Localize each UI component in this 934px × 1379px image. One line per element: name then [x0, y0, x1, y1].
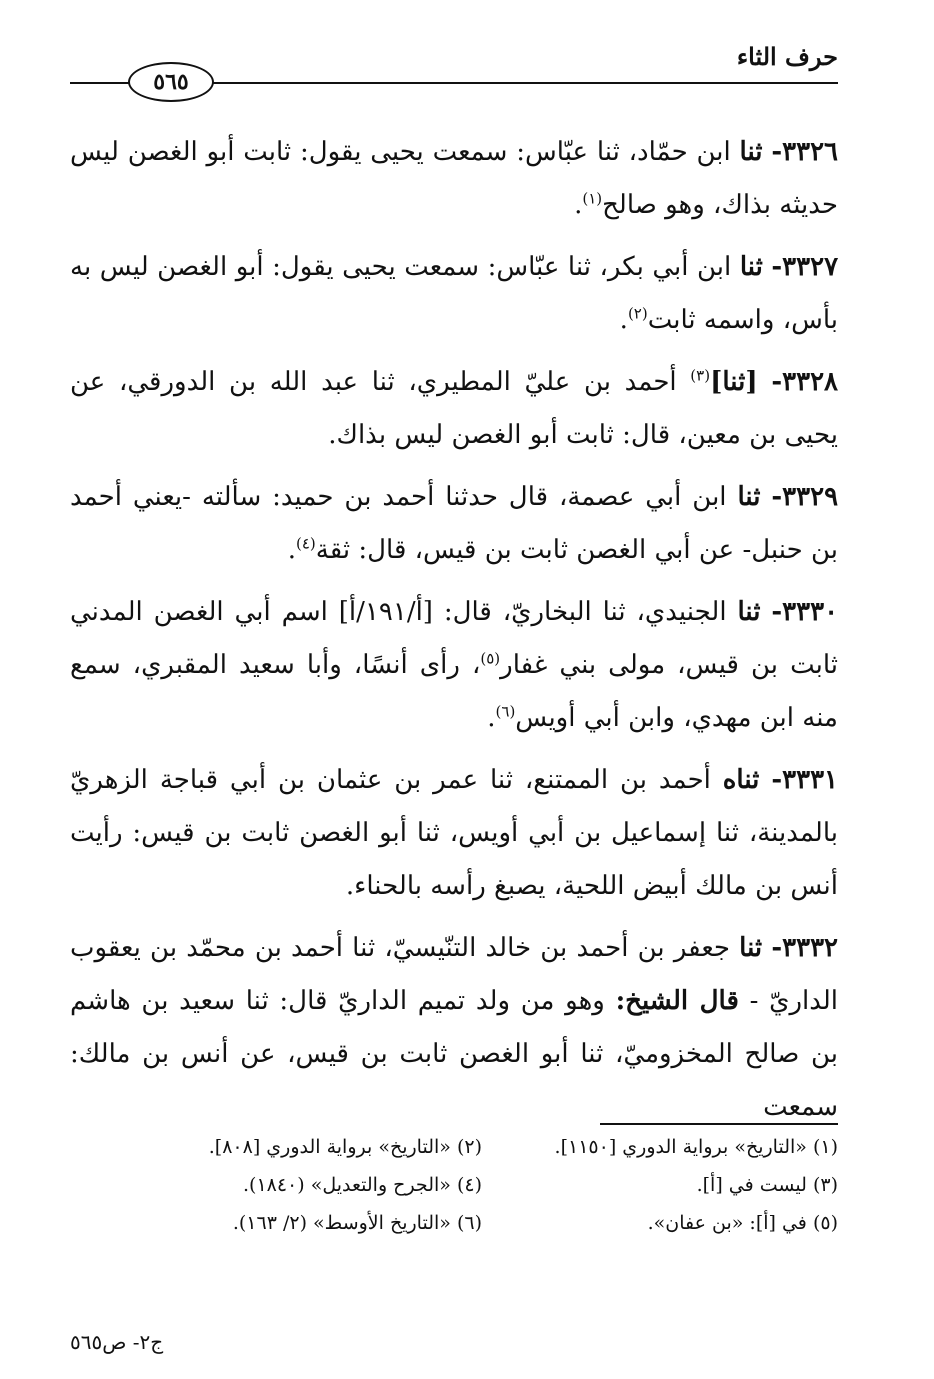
footnote-divider: [600, 1123, 838, 1125]
entry-tail: .: [487, 703, 496, 733]
entry-text: أحمد بن الممتنع، ثنا عمر بن عثمان بن أبي قباجة الزهريّ بالمدينة، ثنا إسماعيل بن أبي أويس، ثنا أبو الغصن ثابت بن قيس: رأيت أنس بن مالك أبيض اللحية، يصبغ رأسه بالحناء.: [70, 765, 838, 901]
footnote-ref: (٣): [690, 366, 711, 385]
entry-text-continued: وهو من ولد تميم الداريّ قال: ثنا سعيد بن هاشم بن صالح المخزوميّ، ثنا أبو الغصن ثابت بن قيس، عن أنس بن مالك: سمعت: [70, 986, 838, 1122]
chapter-title: حرف الثاء: [736, 42, 838, 71]
entry-3329: [70, 471, 838, 577]
entry-keyword: ثنا: [739, 933, 763, 963]
entry-3330: [70, 586, 838, 745]
page-number-badge: [128, 62, 214, 102]
entry-text: ابن أبي عصمة، قال حدثنا أحمد بن حميد: سألته -يعني أحمد بن حنبل- عن أبي الغصن ثابت بن قيس، قال: ثقة: [70, 482, 838, 565]
entry-tail: .: [574, 190, 583, 220]
footnote-number: (٥): [812, 1212, 838, 1234]
footnote-text: ليست في [أ].: [696, 1174, 807, 1196]
entry-text: ابن أبي بكر، ثنا عبّاس: سمعت يحيى يقول: أبو الغصن ليس به بأس، واسمه ثابت: [70, 252, 838, 335]
footnote-number: (١): [812, 1136, 838, 1158]
footnote-ref: (٢): [627, 304, 648, 323]
entry-text: ابن حمّاد، ثنا عبّاس: سمعت يحيى يقول: ثابت أبو الغصن ليس حديثه بذاك، وهو صالح: [70, 137, 838, 220]
entry-text-continued: ، رأى أنسًا، وأبا سعيد المقبري، سمع منه ابن مهدي، وابن أبي أويس: [70, 650, 838, 733]
footnote-number: (٤): [456, 1174, 482, 1196]
footnote-ref: (٦): [495, 702, 516, 721]
entry-keyword: [ثنا]: [710, 367, 758, 397]
footnote-number: (٣): [812, 1174, 838, 1196]
entry-number: ٣٣٣١-: [771, 765, 839, 795]
footnote-number: (٢): [456, 1136, 482, 1158]
entry-number: ٣٣٣٢-: [771, 933, 838, 963]
entry-number: ٣٣٢٩-: [771, 482, 839, 512]
entry-3332: [70, 922, 838, 1134]
entry-number: ٣٣٣٠-: [771, 597, 839, 627]
footnote-6: [150, 1206, 482, 1240]
entry-keyword: ثنا: [739, 137, 763, 167]
entry-3326: [70, 126, 838, 232]
footnote-ref: (١): [582, 189, 603, 208]
footnote-text: «الجرح والتعديل» (١٨٤٠).: [242, 1174, 451, 1196]
entry-keyword: ثنا: [737, 482, 761, 512]
entry-keyword: ثنا: [739, 252, 763, 282]
footnote-1: [506, 1130, 838, 1164]
entry-number: ٣٣٢٧-: [771, 252, 839, 282]
entry-number: ٣٣٢٨-: [771, 367, 839, 397]
entry-text: أحمد بن عليّ المطيري، ثنا عبد الله بن الدورقي، عن يحيى بن معين، قال: ثابت أبو الغصن ليس بذاك.: [70, 367, 838, 450]
entry-keyword: ثناه: [722, 765, 760, 795]
footnote-number: (٦): [456, 1212, 482, 1234]
entry-3331: [70, 754, 838, 913]
main-text: [70, 126, 838, 1143]
footnote-text: في [أ]: «بن عفان».: [647, 1212, 807, 1234]
footnote-3: [506, 1168, 838, 1202]
entry-3328: [70, 356, 838, 462]
footer-volume-page: ج٢- ص٥٦٥: [70, 1330, 164, 1354]
footnote-5: [506, 1206, 838, 1240]
footnote-text: «التاريخ» برواية الدوري [٨٠٨].: [208, 1136, 451, 1158]
page-number: ٥٦٥: [153, 69, 189, 95]
footnote-text: «التاريخ الأوسط» (٢/ ١٦٣).: [232, 1212, 451, 1234]
footnote-text: «التاريخ» برواية الدوري [١١٥٠].: [554, 1136, 807, 1158]
footnotes: [150, 1130, 838, 1240]
entry-tail: .: [619, 305, 628, 335]
entry-keyword-sheikh: قال الشيخ:: [615, 986, 739, 1016]
entry-number: ٣٣٢٦-: [771, 137, 839, 167]
footnote-ref: (٤): [296, 534, 316, 553]
entry-text: جعفر بن أحمد بن خالد التنّيسيّ، ثنا أحمد بن محمّد بن يعقوب الداريّ -: [70, 933, 839, 1016]
footnote-4: [150, 1168, 482, 1202]
footnote-ref: (٥): [480, 649, 501, 668]
entry-keyword: ثنا: [737, 597, 761, 627]
entry-text: الجنيدي، ثنا البخاريّ، قال: [أ/١٩١/أ] اسم أبي الغصن المدني ثابت بن قيس، مولى بني غفار: [70, 597, 838, 680]
entry-tail: .: [287, 535, 296, 565]
footnote-2: [150, 1130, 482, 1164]
entry-3327: [70, 241, 838, 347]
